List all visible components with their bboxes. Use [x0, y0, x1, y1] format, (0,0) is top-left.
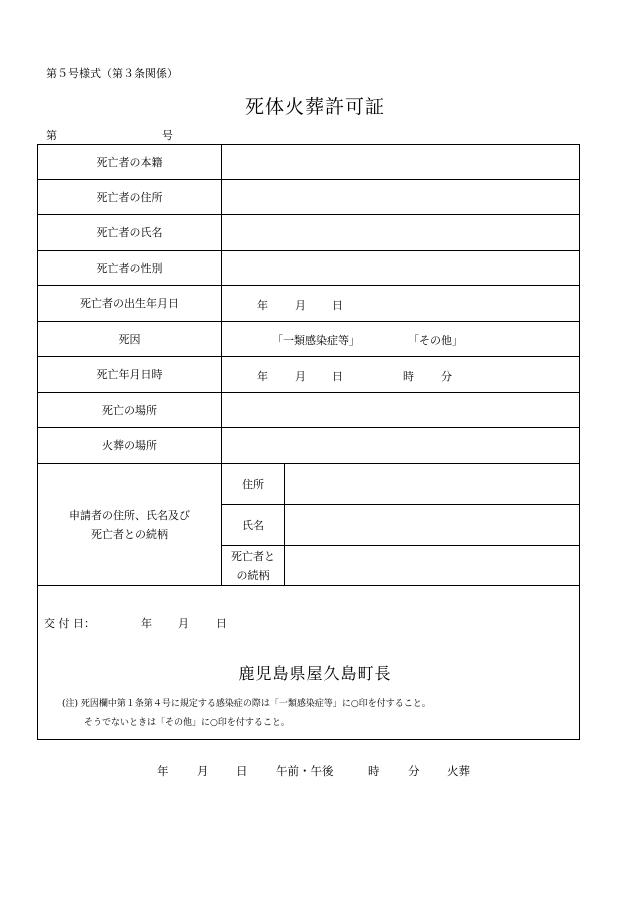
page-title: 死体火葬許可証: [244, 96, 385, 118]
label-honseki: 死亡者の本籍: [96, 155, 163, 169]
issuing-office: 鹿児島県屋久島町長: [238, 664, 392, 683]
birth-year-unit: 年: [257, 299, 268, 312]
label-name: 死亡者の氏名: [96, 226, 163, 239]
cremation-minute-unit: 分: [408, 764, 420, 778]
issue-year-unit: 年: [141, 617, 152, 630]
cremation-year-unit: 年: [157, 764, 169, 778]
applicant-name-field[interactable]: [285, 505, 579, 545]
death-month-unit: 月: [295, 370, 306, 383]
death-day-unit: 日: [332, 370, 343, 383]
note-line-1: (注) 死因欄中第１条第４号に規定する感染症の際は「一類感染症等」に○印を付すること。: [62, 699, 431, 709]
label-death-place: 死亡の場所: [102, 403, 157, 417]
note-line-2: そうでないときは「その他」に○印を付すること。: [84, 718, 290, 728]
issue-day-unit: 日: [216, 617, 227, 630]
applicant-relation-field[interactable]: [285, 546, 579, 585]
label-applicant-line2: 死亡者との続柄: [91, 527, 168, 541]
cremation-ampm: 午前・午後: [276, 764, 334, 778]
applicant-address-field[interactable]: [285, 464, 579, 504]
issue-date-label: 交 付 日：: [44, 617, 95, 630]
honseki-field[interactable]: [222, 145, 579, 179]
label-applicant: [38, 464, 221, 585]
sex-field[interactable]: [222, 251, 579, 285]
table-border-right: [579, 144, 580, 740]
name-field[interactable]: [222, 215, 579, 250]
permit-number: [46, 127, 173, 143]
label-applicant-address: 住所: [242, 477, 264, 491]
cremation-day-unit: 日: [236, 764, 248, 778]
address-field[interactable]: [222, 180, 579, 214]
cremation-record: [0, 763, 630, 781]
cremation-month-unit: 月: [197, 764, 209, 778]
label-applicant-name: 氏名: [242, 518, 264, 532]
label-cremation-place: 火葬の場所: [102, 439, 157, 452]
cremation-label: 火葬: [447, 764, 470, 778]
death-hour-unit: 時: [403, 370, 414, 383]
label-applicant-line1: 申請者の住所、氏名及び: [69, 508, 190, 522]
cause-option-infectious[interactable]: 「一類感染症等」: [272, 334, 360, 347]
label-sex: 死亡者の性別: [96, 261, 163, 275]
issue-month-unit: 月: [178, 617, 189, 630]
label-relation-line2: の続柄: [236, 568, 270, 582]
label-birthdate: 死亡者の出生年月日: [80, 297, 179, 310]
label-death-datetime: 死亡年月日時: [96, 368, 163, 381]
death-year-unit: 年: [257, 370, 268, 383]
table-border-bottom: [37, 739, 580, 740]
label-cause: 死因: [118, 332, 141, 346]
form-number: 第５号様式（第３条関係）: [46, 67, 178, 80]
cremation-place-field[interactable]: [222, 428, 579, 463]
permit-number-prefix: 第: [46, 129, 57, 142]
death-place-field[interactable]: [222, 393, 579, 427]
row-divider: [37, 585, 580, 586]
birth-month-unit: 月: [295, 299, 306, 312]
permit-number-suffix: 号: [162, 129, 173, 142]
label-address: 死亡者の住所: [96, 190, 163, 204]
cremation-hour-unit: 時: [368, 764, 380, 778]
death-minute-unit: 分: [441, 370, 452, 383]
label-applicant-relation: [222, 546, 284, 585]
label-relation-line1: 死亡者と: [231, 549, 275, 563]
birth-day-unit: 日: [332, 299, 343, 312]
cause-option-other[interactable]: 「その他」: [408, 334, 463, 347]
